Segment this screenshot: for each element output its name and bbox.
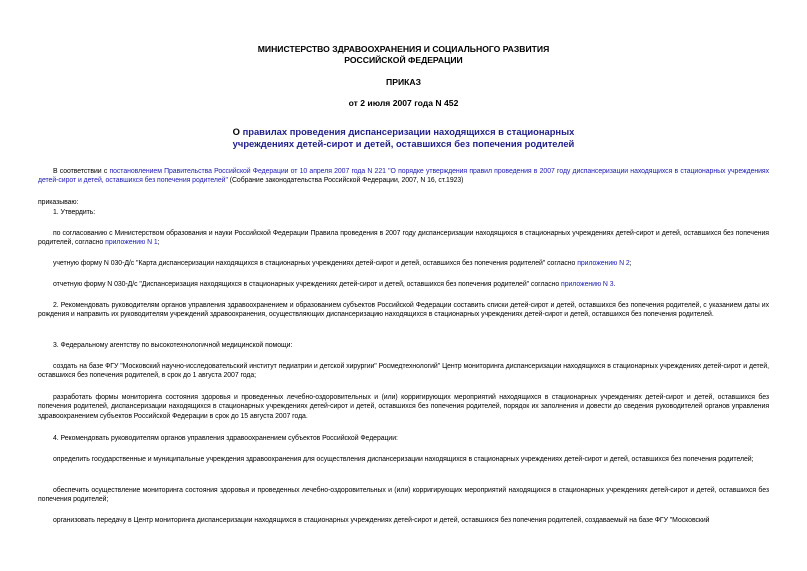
paragraph-1b bbox=[38, 259, 769, 268]
paragraph-1b-text: учетную форму N 030-Д/с "Карта диспансеризации находящихся в стационарных учреждениях детей-сирот и детей, оставшихся без попечения родителей" согласно bbox=[53, 260, 578, 267]
doc-title-line-2[interactable]: учреждениях детей-сирот и детей, оставшихся без попечения родителей bbox=[232, 138, 575, 149]
paragraph-4a: определить государственные и муниципальные учреждения здравоохранения для осуществления диспансеризации находящихся в стационарных учреждениях детей-сирот и детей, оставшихся без попечения родителей; bbox=[53, 456, 754, 463]
doc-title-line-1 bbox=[0, 126, 807, 138]
paragraph-4c: организовать передачу в Центр мониторинга диспансеризации находящихся в стационарных учреждениях детей-сирот и детей, оставшихся без попечения родителей, создаваемый на базе ФГУ "Московский bbox=[53, 517, 710, 524]
paragraph-1a-text: по согласованию с Министерством образования и науки Российской Федерации Правила проведения в 2007 году диспансеризации находящихся в стационарных учреждениях детей-сирот и детей, оставшихся без попечения родителей, согласно bbox=[38, 230, 769, 247]
appendix-2-link[interactable]: приложению N 2 bbox=[577, 260, 630, 267]
paragraph-4: 4. Рекомендовать руководителям органов управления здравоохранением субъектов Российской Федерации: bbox=[53, 435, 398, 442]
title-link-part-1[interactable]: правилах проведения диспансеризации находящихся в стационарных bbox=[242, 126, 575, 137]
intro-before: В соответствии с bbox=[53, 168, 110, 175]
paragraph-1b-end: ; bbox=[629, 260, 632, 267]
ministry-line-1: МИНИСТЕРСТВО ЗДРАВООХРАНЕНИЯ И СОЦИАЛЬНОГО РАЗВИТИЯ bbox=[257, 44, 550, 54]
intro-after: (Собрание законодательства Российской Федерации, 2007, N 16, ст.1923) bbox=[227, 177, 464, 185]
paragraph-1a-end: ; bbox=[157, 239, 160, 247]
ministry-line-2: РОССИЙСКОЙ ФЕДЕРАЦИИ bbox=[344, 55, 463, 65]
paragraph-3: 3. Федеральному агентству по высокотехнологичной медицинской помощи: bbox=[53, 342, 293, 349]
paragraph-3b: разработать формы мониторинга состояния здоровья и проведенных лечебно-оздоровительных и (или) корригирующих мероприятий находящихся в стационарных учреждениях детей-сирот и детей, оставшихся без попечения родителей, диспансеризации находящихся в стационарных учреждениях детей-сирот и детей, оставшихся без попечения родителей, порядок их заполнения и довести до сведения руководителей органов управления здравоохранением субъектов Российской Федерации в срок до 15 августа 2007 года. bbox=[38, 394, 769, 420]
paragraph-3a: создать на базе ФГУ "Московский научно-исследовательский институт педиатрии и детской хирургии" Росмедтехнологий" Центр мониторинга диспансеризации находящихся в стационарных учреждениях детей-сирот и детей, оставшихся без попечения родителей, в срок до 1 августа 2007 года; bbox=[38, 363, 769, 380]
government-decree-link[interactable]: постановлением Правительства Российской Федерации от 10 апреля 2007 года N 221 "О порядке утверждения правил проведения в 2007 году диспансеризации находящихся в стационарных учреждениях детей-сирот и детей, оставшихся без попечения родителей" bbox=[38, 168, 769, 185]
doc-date-number: от 2 июля 2007 года N 452 bbox=[348, 98, 459, 108]
order-word: приказываю: bbox=[38, 199, 79, 206]
paragraph-1c-text: отчетную форму N 030-Д/с "Диспансеризация находящихся в стационарных учреждениях детей-сирот и детей, оставшихся без попечения родителей" согласно bbox=[53, 281, 562, 288]
title-prefix: О bbox=[232, 126, 243, 137]
paragraph-1c-end: . bbox=[613, 281, 616, 288]
paragraph-4b: обеспечить осуществление мониторинга состояния здоровья и проведенных лечебно-оздоровительных и (или) корригирующих мероприятий находящихся в стационарных учреждениях детей-сирот и детей, оставшихся без попечения родителей; bbox=[38, 487, 769, 504]
paragraph-2: 2. Рекомендовать руководителям органов управления здравоохранением и образованием субъектов Российской Федерации составить списки детей-сирот и детей, оставшихся без попечения родителей, с указанием даты их рождения и направить их руководителям учреждений здравоохранения, осуществляющих диспансеризацию находящихся в стационарных учреждениях детей-сирот и детей, оставшихся без попечения родителей. bbox=[38, 302, 769, 319]
appendix-1-link[interactable]: приложению N 1 bbox=[105, 239, 158, 247]
paragraph-1c bbox=[38, 280, 769, 289]
doc-type: ПРИКАЗ bbox=[386, 77, 421, 87]
appendix-3-link[interactable]: приложению N 3 bbox=[561, 281, 614, 288]
intro-paragraph bbox=[38, 167, 769, 186]
paragraph-1: 1. Утвердить: bbox=[53, 209, 96, 216]
paragraph-1a bbox=[38, 229, 769, 248]
